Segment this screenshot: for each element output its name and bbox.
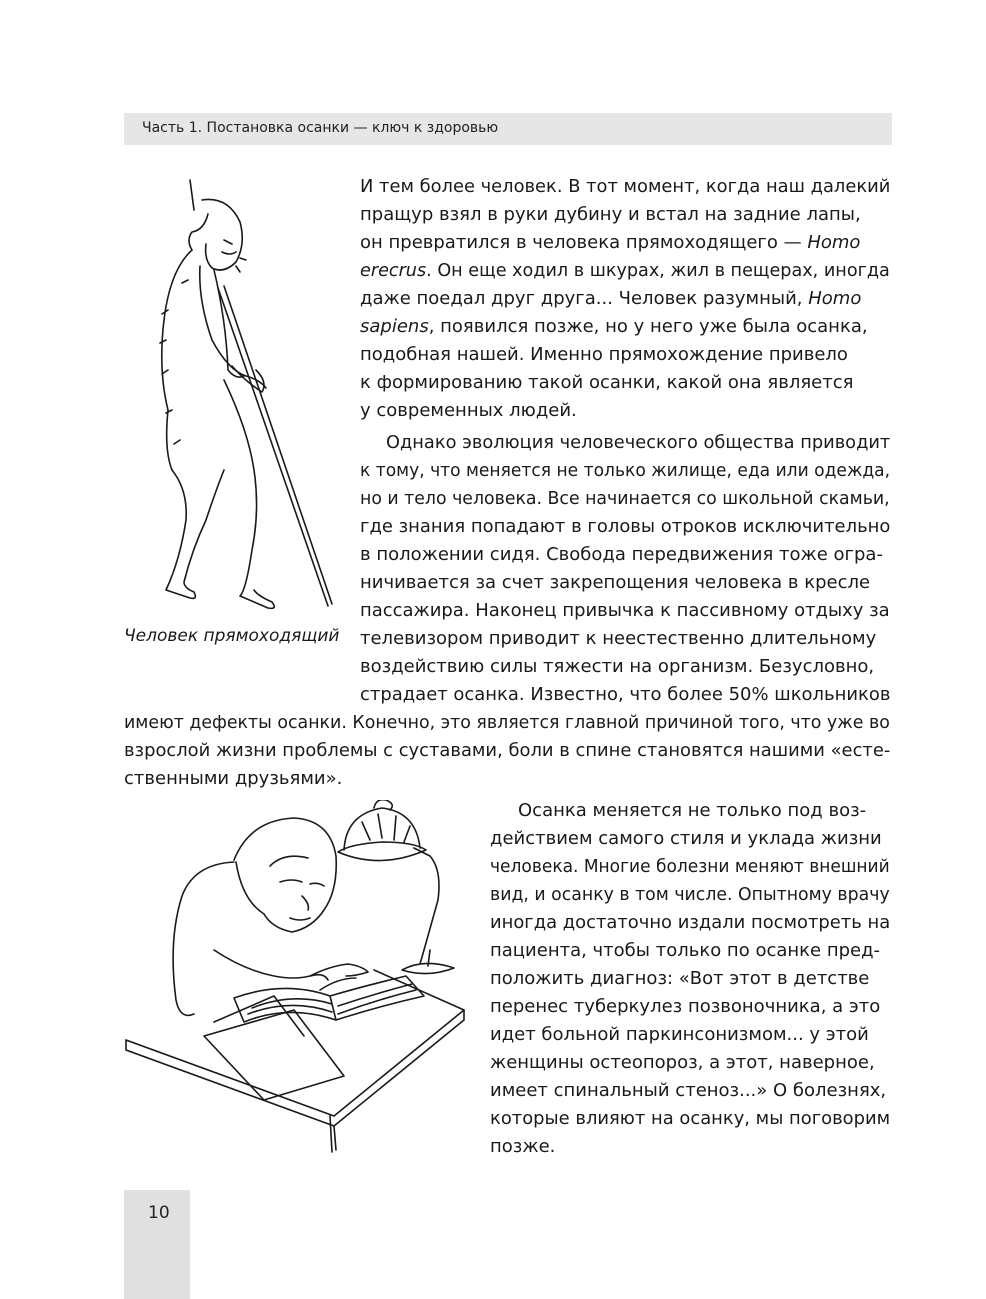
text-line: sapiens, появился позже, но у него уже была осанка,	[360, 316, 868, 337]
text-line: женщины остеопороз, а этот, наверное,	[490, 1052, 875, 1073]
text-line: erecrus. Он еще ходил в шкурах, жил в пещерах, иногда	[360, 260, 890, 281]
text-line: у современных людей.	[360, 400, 577, 421]
illustration-primitive-man	[128, 170, 338, 620]
text-line: И тем более человек. В тот момент, когда наш далекий	[360, 176, 891, 197]
text-line: позже.	[490, 1136, 556, 1157]
page-number-tab	[124, 1190, 190, 1299]
text-line: Однако эволюция человеческого общества приводит	[386, 432, 891, 453]
figure-caption: Человек прямоходящий	[124, 626, 340, 646]
running-title: Часть 1. Постановка осанки — ключ к здоровью	[142, 120, 499, 136]
text-line: пассажира. Наконец привычка к пассивному отдыху за	[360, 600, 890, 621]
text-line: действием самого стиля и уклада жизни	[490, 828, 882, 849]
text-line: перенес туберкулез позвоночника, а это	[490, 996, 881, 1017]
text-line: но и тело человека. Все начинается со школьной скамьи,	[360, 488, 890, 509]
text-line: пращур взял в руки дубину и встал на задние лапы,	[360, 204, 861, 225]
text-line: иногда достаточно издали посмотреть на	[490, 912, 891, 933]
text-line: ничивается за счет закрепощения человека в кресле	[360, 572, 871, 593]
text-line: имеет спинальный стеноз...» О болезнях,	[490, 1080, 887, 1101]
text-line: даже поедал друг друга... Человек разумный, Homo	[360, 288, 862, 309]
text-line: страдает осанка. Известно, что более 50% школьников	[360, 684, 891, 705]
text-line: ственными друзьями».	[124, 768, 343, 789]
text-line: взрослой жизни проблемы с суставами, боли в спине становятся нашими «есте-	[124, 740, 891, 761]
text-line: он превратился в человека прямоходящего — Homo	[360, 232, 861, 253]
illustration-reading-person	[124, 800, 474, 1160]
text-line: телевизором приводит к неестественно длительному	[360, 628, 877, 649]
text-line: положить диагноз: «Вот этот в детстве	[490, 968, 870, 989]
latin-term: Homo	[807, 232, 861, 253]
text-line: подобная нашей. Именно прямохождение привело	[360, 344, 848, 365]
text-line: к тому, что меняется не только жилище, еда или одежда,	[360, 460, 891, 481]
text-line: которые влияют на осанку, мы поговорим	[490, 1108, 891, 1129]
text-line: к формированию такой осанки, какой она является	[360, 372, 854, 393]
text-line: вид, и осанку в том числе. Опытному врачу	[490, 884, 890, 905]
page-number: 10	[148, 1203, 170, 1223]
text-line: Осанка меняется не только под воз-	[518, 800, 867, 821]
text-line: где знания попадают в головы отроков исключительно	[360, 516, 891, 537]
latin-term: Homo	[808, 288, 862, 309]
text-line: пациента, чтобы только по осанке пред-	[490, 940, 881, 961]
text-line: воздействию силы тяжести на организм. Безусловно,	[360, 656, 875, 677]
text-line: имеют дефекты осанки. Конечно, это является главной причиной того, что уже во	[124, 712, 890, 733]
text-line: идет больной паркинсонизмом... у этой	[490, 1024, 869, 1045]
latin-term: erecrus	[360, 260, 427, 281]
text-line: в положении сидя. Свобода передвижения тоже огра-	[360, 544, 883, 565]
text-line: человека. Многие болезни меняют внешний	[490, 856, 890, 877]
latin-term: sapiens	[360, 316, 429, 337]
running-header	[124, 113, 892, 145]
